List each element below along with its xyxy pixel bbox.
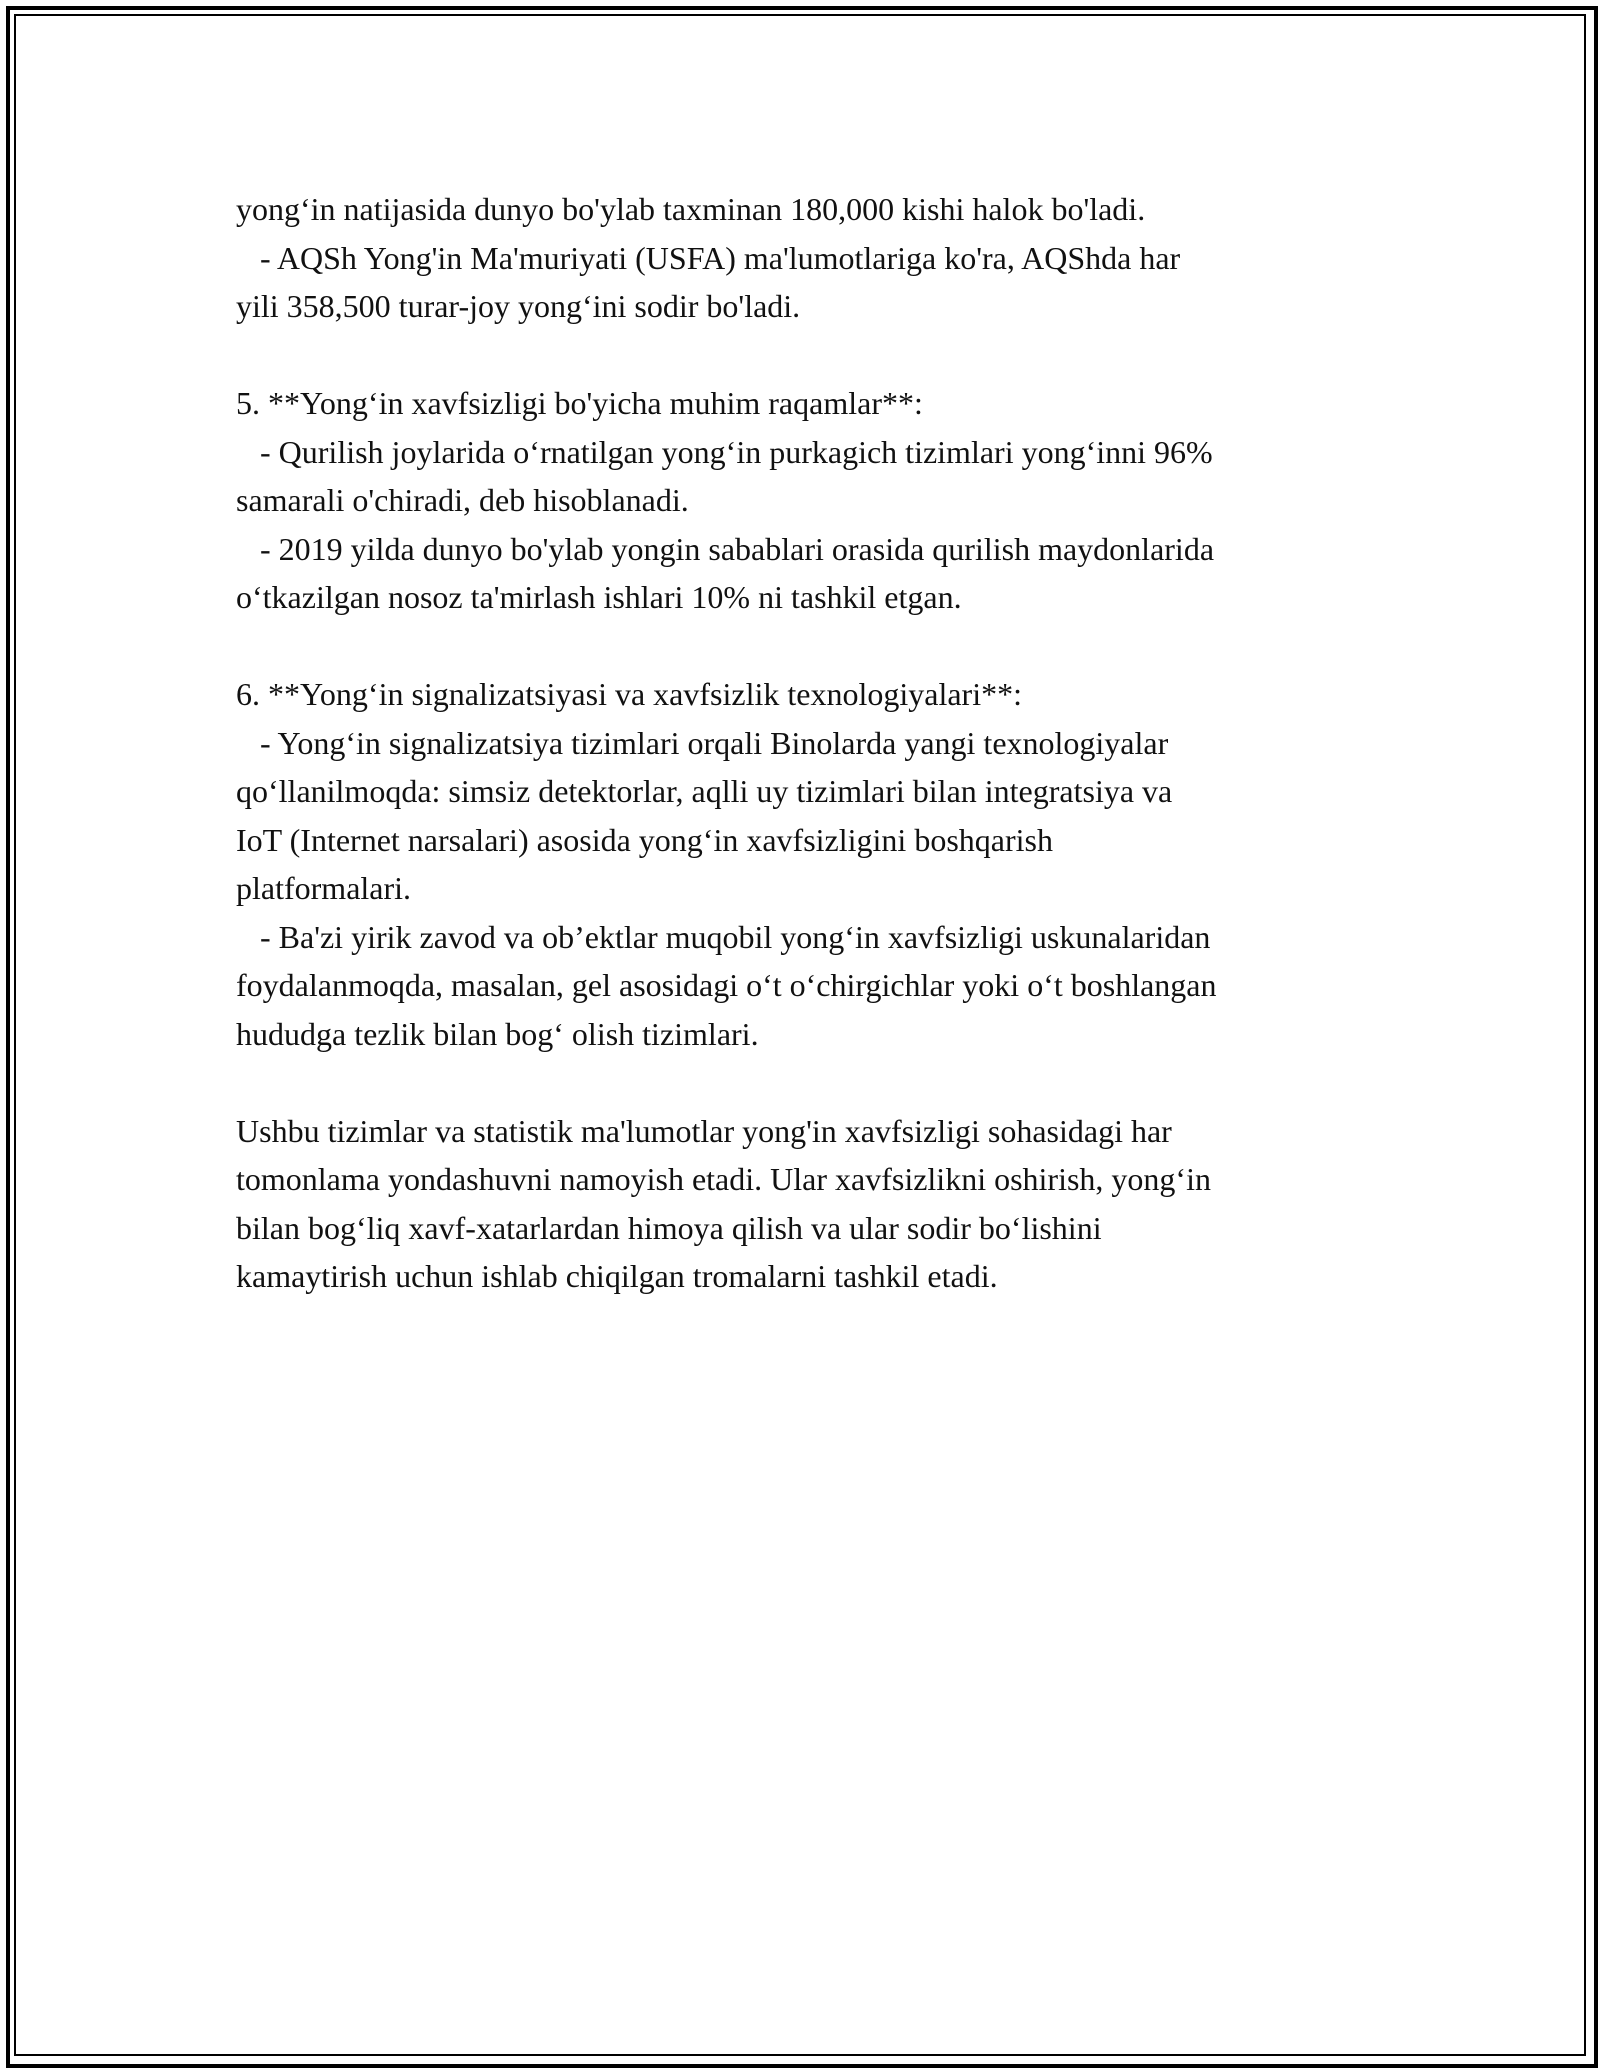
text-line: platformalari. — [236, 870, 412, 906]
paragraph-gap — [236, 1058, 1386, 1107]
text-line: IoT (Internet narsalari) asosida yong‘in xavfsizligini boshqarish — [236, 821, 1053, 858]
text-line: o‘tkazilgan nosoz ta'mirlash ishlari 10% ni tashkil etgan. — [236, 579, 962, 615]
section-heading: 6. **Yong‘in signalizatsiyasi va xavfsizlik texnologiyalari**: — [236, 676, 1022, 712]
text-line: bilan bog‘liq xavf-xatarlardan himoya qilish va ular sodir bo‘lishini — [236, 1209, 1102, 1246]
text-line: kamaytirish uchun ishlab chiqilgan tromalarni tashkil etadi. — [236, 1258, 998, 1294]
section-5 — [236, 379, 1386, 622]
paragraph-gap — [236, 331, 1386, 380]
text-line: - Qurilish joylarida o‘rnatilgan yong‘in purkagich tizimlari yong‘inni 96% — [236, 433, 1213, 470]
text-line: tomonlama yondashuvni namoyish etadi. Ular xavfsizlikni oshirish, yong‘in — [236, 1161, 1211, 1197]
paragraph-gap — [236, 622, 1386, 671]
text-line: foydalanmoqda, masalan, gel asosidagi o‘t o‘chirgichlar yoki o‘t boshlangan — [236, 967, 1217, 1003]
text-line: yili 358,500 turar-joy yong‘ini sodir bo'ladi. — [236, 288, 801, 324]
text-line: - AQSh Yong'in Ma'muriyati (USFA) ma'lumotlariga ko'ra, AQShda har — [236, 239, 1181, 276]
conclusion-block — [236, 1107, 1386, 1301]
text-line: - Yong‘in signalizatsiya tizimlari orqali Binolarda yangi texnologiyalar — [236, 724, 1169, 761]
text-line: Ushbu tizimlar va statistik ma'lumotlar yong'in xavfsizligi sohasidagi har — [236, 1112, 1172, 1149]
document-body — [236, 185, 1386, 1301]
text-line: - 2019 yilda dunyo bo'ylab yongin sabablari orasida qurilish maydonlarida — [236, 530, 1215, 567]
text-line: yong‘in natijasida dunyo bo'ylab taxminan 180,000 kishi halok bo'ladi. — [236, 191, 1146, 227]
section-heading: 5. **Yong‘in xavfsizligi bo'yicha muhim raqamlar**: — [236, 385, 923, 421]
section-6 — [236, 670, 1386, 1058]
text-line: hududga tezlik bilan bog‘ olish tizimlari. — [236, 1015, 759, 1052]
text-line: - Ba'zi yirik zavod va ob’ektlar muqobil yong‘in xavfsizligi uskunalaridan — [236, 918, 1211, 955]
intro-block — [236, 185, 1386, 331]
text-line: qo‘llanilmoqda: simsiz detektorlar, aqlli uy tizimlari bilan integratsiya va — [236, 773, 1173, 809]
text-line: samarali o'chiradi, deb hisoblanadi. — [236, 482, 689, 518]
